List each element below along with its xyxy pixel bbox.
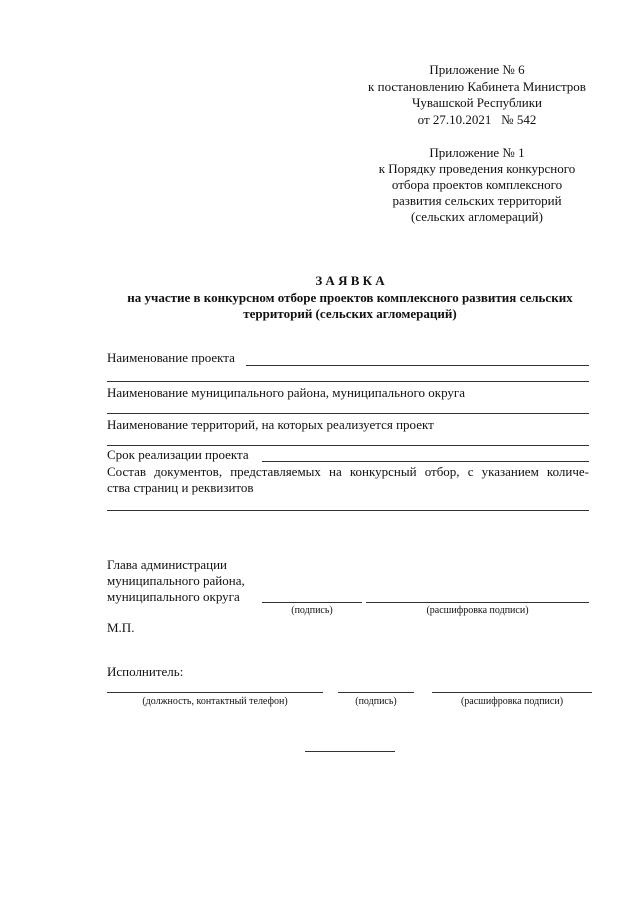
head-signature-caption: (подпись): [291, 605, 333, 616]
term-field[interactable]: [262, 461, 589, 462]
district-name-field[interactable]: [107, 413, 589, 414]
project-name-field-continuation[interactable]: [107, 381, 589, 382]
documents-label-1: Состав документов, представляемых на конкурсный отбор, с указанием количе-: [107, 464, 589, 479]
territories-field[interactable]: [107, 445, 589, 446]
head-signature-field[interactable]: [262, 602, 362, 603]
head-decode-field[interactable]: [366, 602, 589, 603]
territories-label: Наименование территорий, на которых реализуется проект: [107, 417, 434, 432]
stamp-label: М.П.: [107, 620, 135, 635]
head-title-1: Глава администрации: [107, 557, 228, 572]
document-subtitle-2: территорий (сельских агломераций): [243, 306, 457, 321]
executor-position-field[interactable]: [107, 692, 323, 693]
closing-separator: [305, 751, 395, 752]
head-decode-caption: (расшифровка подписи): [426, 605, 529, 616]
executor-signature-caption: (подпись): [355, 696, 397, 707]
term-label: Срок реализации проекта: [107, 447, 249, 462]
executor-label: Исполнитель:: [107, 664, 184, 679]
district-name-label: Наименование муниципального района, муниципального округа: [107, 385, 465, 400]
order-line-2: отбора проектов комплексного: [391, 177, 563, 192]
appendix-1-label: Приложение № 1: [429, 145, 525, 160]
documents-label-2: ства страниц и реквизитов: [107, 480, 254, 495]
document-title: З А Я В К А: [315, 273, 385, 288]
date-number-line: от 27.10.2021 № 542: [417, 112, 537, 127]
executor-position-caption: (должность, контактный телефон): [142, 696, 288, 707]
appendix-6-label: Приложение № 6: [429, 62, 525, 77]
documents-field[interactable]: [107, 510, 589, 511]
head-title-2: муниципального района,: [107, 573, 245, 588]
executor-decode-caption: (расшифровка подписи): [460, 696, 564, 707]
document-subtitle-1: на участие в конкурсном отборе проектов комплексного развития сельских: [127, 290, 573, 305]
project-name-field[interactable]: [246, 365, 589, 366]
project-name-label: Наименование проекта: [107, 350, 235, 365]
head-title-3: муниципального округа: [107, 589, 240, 604]
republic-line: Чувашской Республики: [411, 95, 543, 110]
executor-decode-field[interactable]: [432, 692, 592, 693]
to-resolution-line: к постановлению Кабинета Министров: [368, 79, 586, 94]
executor-signature-field[interactable]: [338, 692, 414, 693]
order-line-3: развития сельских территорий: [392, 193, 562, 208]
order-line-4: (сельских агломераций): [411, 209, 543, 224]
order-line-1: к Порядку проведения конкурсного: [378, 161, 576, 176]
